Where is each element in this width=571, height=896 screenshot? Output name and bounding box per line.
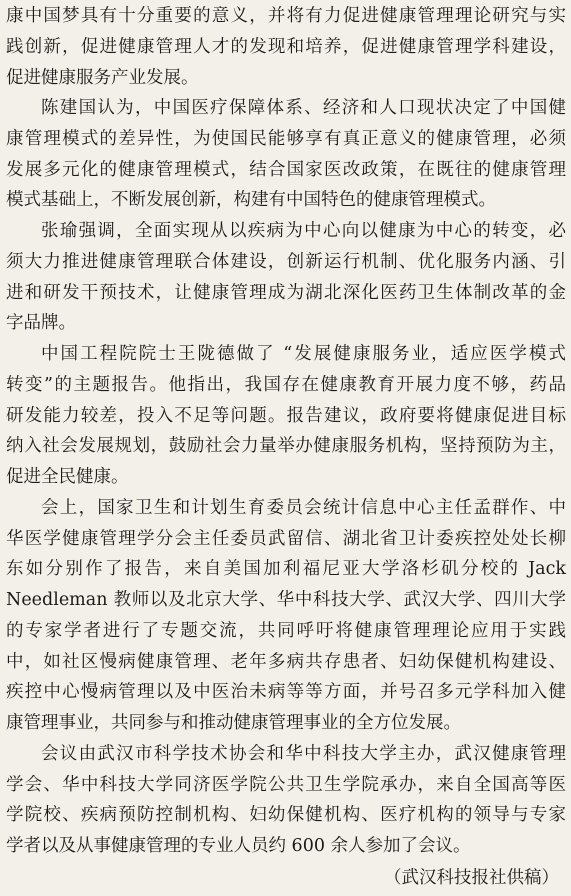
paragraph-4-line: 研发能力较差，投入不足等问题。报告建议，政府要将健康促进目标	[6, 405, 566, 426]
paragraph-4-line: 中国工程院院士王陇德做了 “发展健康服务业，适应医学模式	[41, 344, 566, 365]
paragraph-5-line: 的专家学者进行了专题交流，共同呼吁将健康管理理论应用于实践	[6, 620, 566, 641]
paragraph-6-line: 学会、华中科技大学同济医学院公共卫生学院承办，来自全国高等医	[6, 774, 566, 795]
paragraph-1-line: 康中国梦具有十分重要的意义，并将有力促进健康管理理论研究与实	[6, 6, 566, 26]
source-attribution: （武汉科技报社供稿）	[384, 868, 559, 888]
paragraph-2-line: 发展多元化的健康管理模式，结合国家医改政策，在既往的健康管理	[6, 159, 566, 180]
paragraph-5-line: 东如分别作了报告，来自美国加利福尼亚大学洛杉矶分校的 Jack	[6, 559, 566, 580]
paragraph-3-line: 字品牌。	[6, 313, 76, 334]
paragraph-5-line: Needleman 教师以及北京大学、华中科技大学、武汉大学、四川大学	[6, 590, 566, 611]
paragraph-2-line: 陈建国认为，中国医疗保障体系、经济和人口现状决定了中国健	[41, 98, 566, 119]
paragraph-3-line: 张瑜强调，全面实现从以疾病为中心向以健康为中心的转变，必	[41, 221, 566, 242]
paragraph-5-line: 会上，国家卫生和计划生育委员会统计信息中心主任孟群作、中	[41, 497, 566, 518]
paragraph-6-line: 会议由武汉市科学技术协会和华中科技大学主办，武汉健康管理	[41, 743, 566, 764]
paragraph-4-line: 纳入社会发展规划，鼓励社会力量举办健康服务机构，坚持预防为主，	[6, 436, 566, 457]
paragraph-4-line: 转变”的主题报告。他指出，我国存在健康教育开展力度不够，药品	[6, 374, 566, 395]
paragraph-1-line: 促进健康服务产业发展。	[6, 67, 199, 88]
paragraph-5-line: 中，如社区慢病健康管理、老年多病共存患者、妇幼保健机构建设、	[6, 651, 566, 672]
paragraph-3-line: 进和研发干预技术，让健康管理成为湖北深化医药卫生体制改革的金	[6, 282, 566, 303]
paragraph-1-line: 践创新，促进健康管理人才的发现和培养，促进健康管理学科建设，	[6, 36, 566, 57]
paragraph-3-line: 须大力推进健康管理联合体建设，创新运行机制、优化服务内涵、引	[6, 251, 566, 272]
paragraph-6-line: 学者以及从事健康管理的专业人员约 600 余人参加了会议。	[6, 836, 471, 856]
paragraph-5-line: 疾控中心慢病管理以及中医治未病等等方面，并号召多元学科加入健	[6, 682, 566, 703]
paragraph-5-line: 康管理事业，共同参与和推动健康管理事业的全方位发展。	[6, 713, 461, 733]
paragraph-5-line: 华医学健康管理学分会主任委员武留信、湖北省卫计委疾控处处长柳	[6, 528, 566, 549]
paragraph-2-line: 康管理模式的差异性，为使国民能够享有真正意义的健康管理，必须	[6, 129, 566, 149]
paragraph-6-line: 学院校、疾病预防控制机构、妇幼保健机构、医疗机构的领导与专家	[6, 805, 566, 826]
paragraph-2-line: 模式基础上，不断发展创新，构建有中国特色的健康管理模式。	[6, 190, 496, 211]
paragraph-4-line: 促进全民健康。	[6, 467, 129, 488]
